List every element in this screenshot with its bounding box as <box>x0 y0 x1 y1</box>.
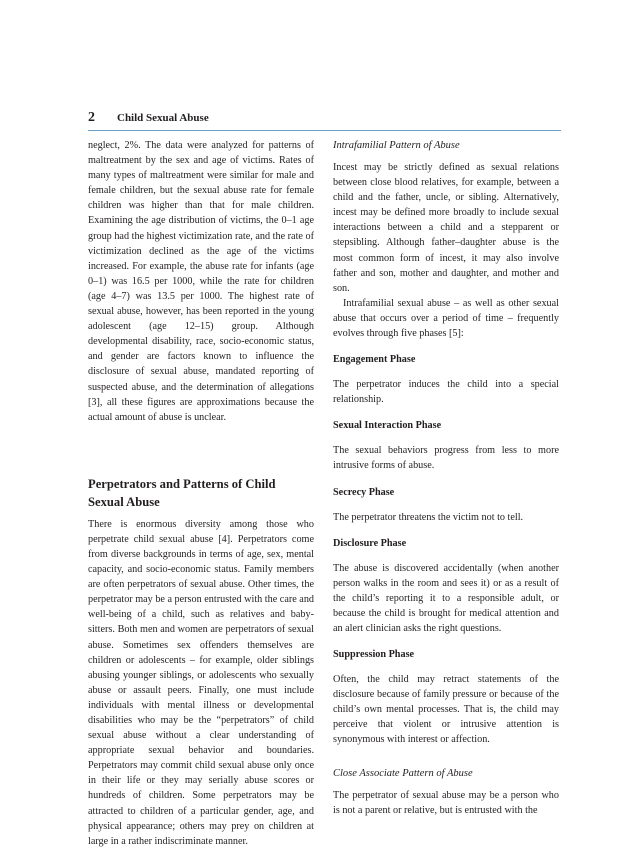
phase-heading: Sexual Interaction Phase <box>333 420 442 432</box>
body-paragraph: The abuse is discovered accidentally (when another person walks in the room and sees it) or as a result of the child’s reporting it to a responsible adult, or because the child is brought for medical attention and an alert clinician asks the right questions. <box>333 562 559 634</box>
body-paragraph: Intrafamilial sexual abuse – as well as other sexual abuse that occurs over a period of time – frequently evolves through five phases [5]: <box>333 297 559 340</box>
running-title: Child Sexual Abuse <box>117 112 209 124</box>
body-paragraph: The perpetrator of sexual abuse may be a person who is not a parent or relative, but is entrusted with the <box>333 789 559 816</box>
body-paragraph: The perpetrator threatens the victim not to tell. <box>333 511 524 523</box>
page-header <box>88 110 561 130</box>
phase-heading: Disclosure Phase <box>333 537 407 549</box>
body-paragraph: Incest may be strictly defined as sexual relations between close blood relatives, for example, between a child and the father, uncle, or sibling. Alternatively, incest may be defined more broadly to include sexual interactions between a child and a stepparent or stepsibling. Although father–daughter abuse is the most common form of incest, it may also involve father and son, mother and daughter, and mother and son. <box>333 162 559 294</box>
body-paragraph: neglect, 2%. The data were analyzed for patterns of maltreatment by the sex and age of victims. Rates of many types of maltreatment were similar for male and female children, but the sexual abuse rate for female children was higher than that for male children. Examining the age distribution of victims, the 0–1 age group had the highest victimization rate, and the rate of victimization declined as the age of the victims increased. For example, the abuse rate for infants (age 0–1) was 16.5 per 1000, while the rate for children (age 4–7) was 13.5 per 1000. The highest rate of sexual abuse, however, has been reported in the young adolescent (age 12–15) group. Although developmental disability, race, socio-economic status, and gender are factors known to influence the disclosure of sexual abuse, mandated reporting of suspected abuse, and the determination of allegations [3], all these figures are approximations because the actual amount of abuse is unclear. <box>88 140 314 423</box>
page-number: 2 <box>88 110 95 125</box>
header-rule <box>88 130 561 131</box>
right-column <box>333 138 559 818</box>
left-column <box>88 138 314 849</box>
phase-heading: Engagement Phase <box>333 354 416 366</box>
body-paragraph: Often, the child may retract statements of the disclosure because of family pressure or because of the child’s own mental processes. That is, the child may perceive that violent or intrusive attention is synonymous with interest or affection. <box>333 674 559 746</box>
phase-heading: Secrecy Phase <box>333 486 395 498</box>
body-paragraph: The perpetrator induces the child into a special relationship. <box>333 379 559 406</box>
body-paragraph: There is enormous diversity among those who perpetrate child sexual abuse [4]. Perpetrators come from diverse backgrounds in terms of age, sex, mental capacity, and socio-economic status. Family members are often perpetrators of sexual abuse. Other times, the perpetrator may be a person entrusted with the care and well-being of a child, such as relatives and baby-sitters. Both men and women are perpetrators of sexual abuse. Sometimes sex offenders themselves are children or adolescents – for example, older siblings abusing younger siblings, or adolescents who sexually abuse or assault peers. Finally, one must include individuals with mental illness or developmental disabilities who may be the “perpetrators” of child sexual abuse without a clear understanding of appropriate sexual behavior and boundaries. Perpetrators may commit child sexual abuse only once in their life or they may serially abuse scores or hundreds of children. Some perpetrators may be attracted to children of a particular gender, age, and physical appearance; others may prey on children at large in a rather indiscriminate manner. <box>88 518 315 847</box>
subsection-title: Close Associate Pattern of Abuse <box>333 767 473 779</box>
body-paragraph: The sexual behaviors progress from less to more intrusive forms of abuse. <box>333 445 559 472</box>
subsection-title: Intrafamilial Pattern of Abuse <box>333 140 460 151</box>
phase-heading: Suppression Phase <box>333 649 415 661</box>
section-title: Perpetrators and Patterns of Child Sexual Abuse <box>88 476 276 509</box>
